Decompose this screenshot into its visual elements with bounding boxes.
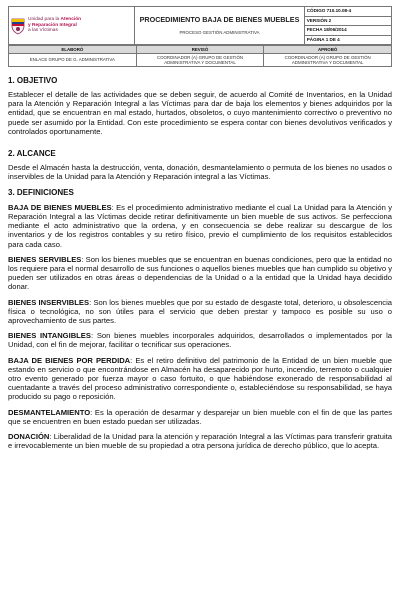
unidad-logo [11,11,132,41]
definition-text: : Es la operación de desarmar y desparejar un bien mueble con el fin de que las partes que se encuentren en buen estado puedan ser utilizadas. [8,407,392,426]
logo-line-1a: Unidad para la [28,17,61,23]
definition-term: BAJA DE BIENES MUEBLES [8,202,112,212]
definition-item [8,203,392,249]
definition-text: : Son los bienes muebles que por su estado de desgaste total, deterioro, u obsolescencia física o tecnológica, no son útiles para el servicio que deben prestar y tampoco es posible su uso o aprovechamiento de sus partes. [8,297,392,326]
document-header [8,6,392,45]
logo-wordmark [28,17,81,34]
definition-term: DESMANTELAMIENTO [8,407,91,417]
section-alcance-title: 2. ALCANCE [8,149,56,158]
title-cell [135,7,304,45]
definition-term: BIENES INSERVIBLES [8,297,90,307]
section-objetivo-title: 1. OBJETIVO [8,75,58,85]
definition-item [8,255,392,292]
aprobo-header: APROBÓ [264,45,392,53]
definition-text: : Son los bienes muebles que se encuentran en buenas condiciones, pero que la entidad no los requiere para el normal desarrollo de sus funciones o aquellos bienes muebles que han cumplido su objetivo y pueden ser utilizados en otras áreas o dependencias de la Unidad o a la entidad que la Unidad haya decidido donar. [8,254,392,292]
elaboro-value: ENLACE GRUPO DE G. ADMINISTRATIVA [9,53,137,66]
coat-of-arms-icon [11,17,25,35]
logo-cell [9,7,135,45]
signature-table [8,45,392,67]
section-alcance-text: Desde el Almacén hasta la destrucción, venta, donación, desmantelamiento o permuta de los bienes no usados o inservibles de la Unidad para la Atención y Reparación integral a las Víctimas. [8,163,392,182]
reviso-header: REVISÓ [136,45,264,53]
logo-line-2: y Reparación Integral [28,22,77,28]
definition-item [8,408,392,426]
definition-text: : Es el procedimiento administrativo mediante el cual La Unidad para la Atención y Reparación Integral a las Víctimas decide retirar definitivamente un bien mueble de sus activos. Se perfecciona mediante el acto administrativo que la ordena, y en consecuencia se debe realizar su descargue de los inventarios y de los registros contables y su retiro físico, previo el cumplimiento de los requisitos establecidos para cada caso. [8,202,393,249]
aprobo-value: COORDINADOR (A) GRUPO DE GESTIÓN ADMINISTRATIVA Y DOCUMENTAL [264,53,392,66]
section-definiciones-title: 3. DEFINICIONES [8,187,74,197]
definition-item [8,331,392,349]
definition-term: BAJA DE BIENES POR PERDIDA [8,355,131,365]
document-version: VERSIÓN 2 [305,17,391,27]
meta-cell [304,7,391,45]
definition-item [8,298,392,326]
definition-term: DONACIÓN [8,432,50,442]
logo-line-1b: Atención [60,17,82,23]
definition-text: : Son bienes muebles incorporales adquiridos, desarrollados o implementados por la Unidad, con el fin de mejorar, facilitar o tecnificar sus operaciones. [8,331,392,350]
document-code: CÓDIGO 710.10.08-4 [305,7,391,17]
definition-term: BIENES INTANGIBLES [8,331,91,341]
page-number: PÁGINA 1 DE 4 [306,36,340,42]
reviso-value: COORDINADOR (A) GRUPO DE GESTIÓN ADMINISTRATIVA Y DOCUMENTAL [136,53,264,66]
document-title: PROCEDIMIENTO BAJA DE BIENES MUEBLES [139,15,300,25]
logo-line-3: a las Víctimas [28,28,58,34]
document-date: FECHA 18/06/2014 [305,26,391,36]
definition-item [8,432,392,450]
definition-text: : Liberalidad de la Unidad para la atención y reparación Integral a las Víctimas para transferir gratuita e irrevocablemente un bien mueble de su propiedad a otra persona jurídica de derecho público, que lo acepta. [8,432,392,451]
process-name: PROCESO GESTIÓN ADMINISTRATIVA [179,29,260,35]
definition-item [8,356,392,402]
document-body [8,76,392,451]
definition-text: : Es el retiro definitivo del patrimonio de la Entidad de un bien mueble que estando en servicio o que encontrándose en Almacén ha desaparecido por hurto, incendio, terremoto o cualquier otro evento generado por fuerza mayor o caso fortuito, o que habiéndose exonerado de responsabilidad al cuentadante a través del proceso administrativo correspondiente o, estableciéndose su responsabilidad, se haya producido su pago o reposición. [8,355,392,402]
elaboro-header: ELABORÓ [9,45,137,53]
section-objetivo-text: Establecer el detalle de las actividades que se deben seguir, de acuerdo al Comité de Inventarios, en la Unidad para la Atención y Reparación Integral a las Víctimas para dar de baja los elementos y bienes adquiridos por la entidad, que se encuentran en mal estado, hurtados, obsoletos, o cuyo mantenimiento correctivo o preventivo no puede ser asumido por la Entidad. Con este procedimiento se espera contar con bienes devolutivos verificados y controlados oportunamente. [8,89,392,136]
definition-term: BIENES SERVIBLES [8,254,82,264]
